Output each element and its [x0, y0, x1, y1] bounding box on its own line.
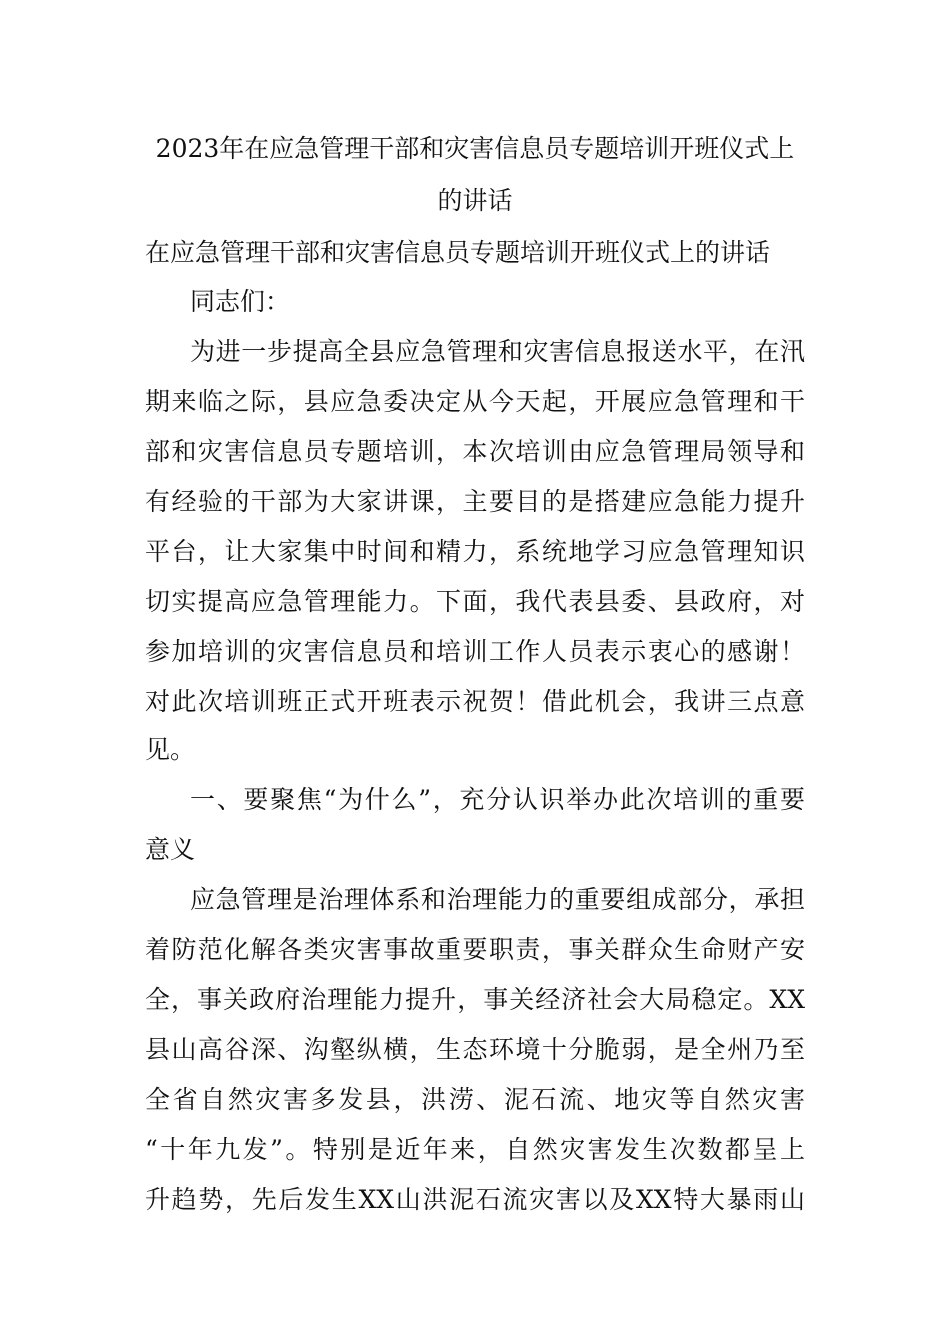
paragraph-1-line: 平台，让大家集中时间和精力，系统地学习应急管理知识 [145, 537, 805, 566]
section-heading-1-line: 一、要聚焦“为什么”，充分认识举办此次培训的重要 [190, 785, 805, 814]
document-title-line-1: 2023年在应急管理干部和灾害信息员专题培训开班仪式上 [155, 134, 795, 163]
section-heading-1-line: 意义 [145, 835, 196, 864]
paragraph-1-line: 切实提高应急管理能力。下面，我代表县委、县政府，对 [145, 587, 805, 616]
paragraph-1-line: 部和灾害信息员专题培训，本次培训由应急管理局领导和 [145, 437, 805, 466]
paragraph-1-line: 有经验的干部为大家讲课，主要目的是搭建应急能力提升 [145, 487, 805, 516]
salutation: 同志们： [190, 287, 291, 316]
paragraph-1-line: 为进一步提高全县应急管理和灾害信息报送水平，在汛 [190, 337, 805, 366]
paragraph-2-line: 县山高谷深、沟壑纵横，生态环境十分脆弱，是全州乃至 [145, 1035, 805, 1064]
paragraph-1-line: 期来临之际，县应急委决定从今天起，开展应急管理和干 [145, 387, 805, 416]
paragraph-2-line: 全省自然灾害多发县，洪涝、泥石流、地灾等自然灾害 [145, 1085, 805, 1114]
paragraph-2-line: 着防范化解各类灾害事故重要职责，事关群众生命财产安 [145, 935, 805, 964]
paragraph-2-line: “十年九发”。特别是近年来，自然灾害发生次数都呈上 [145, 1135, 805, 1164]
paragraph-1-line: 参加培训的灾害信息员和培训工作人员表示衷心的感谢！ [145, 637, 805, 666]
document-title-line-2: 的讲话 [437, 186, 513, 215]
paragraph-2-line: 全，事关政府治理能力提升，事关经济社会大局稳定。XX [145, 985, 805, 1014]
paragraph-2-line: 应急管理是治理体系和治理能力的重要组成部分，承担 [190, 885, 805, 914]
document-subtitle: 在应急管理干部和灾害信息员专题培训开班仪式上的讲话 [145, 238, 771, 267]
paragraph-2-line: 升趋势，先后发生XX山洪泥石流灾害以及XX特大暴雨山 [145, 1185, 805, 1214]
paragraph-1-line: 见。 [145, 735, 196, 764]
paragraph-1-line: 对此次培训班正式开班表示祝贺！借此机会，我讲三点意 [145, 687, 805, 716]
